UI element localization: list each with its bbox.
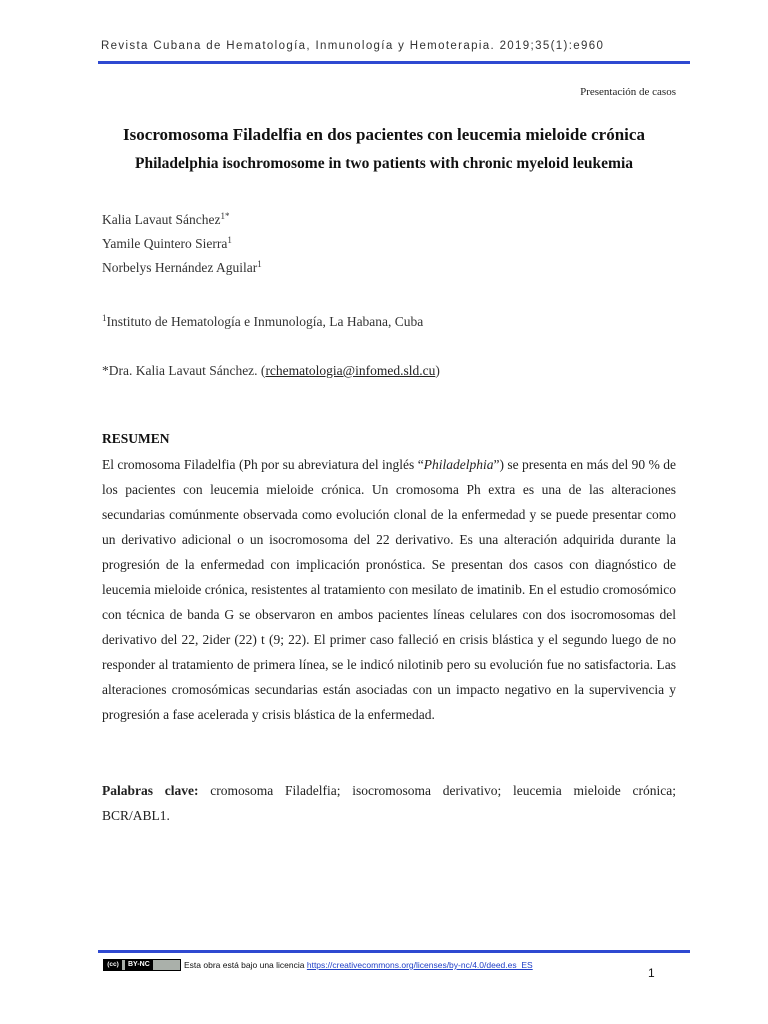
license-link[interactable]: https://creativecommons.org/licenses/by-nc/4.0/deed.es_ES xyxy=(306,960,533,970)
correspondence xyxy=(102,359,440,383)
abstract-paragraph xyxy=(102,452,676,727)
license-text xyxy=(184,960,533,970)
author-item xyxy=(102,256,262,280)
author-name: Yamile Quintero Sierra xyxy=(102,236,228,251)
journal-header: Revista Cubana de Hematología, Inmunología y Hemoterapia. 2019;35(1):e960 xyxy=(101,40,605,52)
affiliation-mark: 1 xyxy=(102,313,107,323)
correspondence-prefix: *Dra. Kalia Lavaut Sánchez. ( xyxy=(102,363,266,378)
cc-logo-icon: (cc) xyxy=(104,960,122,970)
keywords-text: cromosoma Filadelfia; isocromosoma derivativo; leucemia mieloide crónica; BCR/ABL1. xyxy=(102,783,676,823)
abstract-heading: RESUMEN xyxy=(102,431,170,446)
email-link[interactable]: rchematologia@infomed.sld.cu xyxy=(265,363,436,378)
title-spanish: Isocromosoma Filadelfia en dos pacientes con leucemia mieloide crónica xyxy=(123,125,645,144)
license-prefix: Esta obra está bajo una licencia xyxy=(184,960,307,970)
affiliation xyxy=(102,310,423,334)
author-list xyxy=(102,208,262,280)
license-notice xyxy=(103,958,533,972)
cc-license-badge[interactable] xyxy=(103,959,181,971)
abstract-text-start: El cromosoma Filadelfia (Ph por su abreviatura del inglés “ xyxy=(102,457,424,472)
author-item xyxy=(102,232,262,256)
affiliation-text: Instituto de Hematología e Inmunología, La Habana, Cuba xyxy=(106,314,424,329)
author-mark: 1 xyxy=(257,259,262,269)
author-name: Kalia Lavaut Sánchez xyxy=(102,212,221,227)
abstract-italic-term: Philadelphia xyxy=(423,457,494,472)
keywords-label: Palabras clave: xyxy=(102,783,199,798)
footer-divider xyxy=(98,950,690,953)
cc-badge-label: BY-NC xyxy=(125,960,153,970)
abstract-body xyxy=(102,452,676,727)
author-name: Norbelys Hernández Aguilar xyxy=(102,260,258,275)
correspondence-suffix: ) xyxy=(435,363,440,378)
keywords xyxy=(102,778,676,828)
section-label: Presentación de casos xyxy=(580,86,676,98)
author-mark: 1* xyxy=(220,211,230,221)
header-divider xyxy=(98,61,690,64)
abstract-text-rest: ”) se presenta en más del 90 % de los pacientes con leucemia mieloide crónica. Un cromosoma Ph extra es una de las alteraciones secundarias comúnmente observada como evolución clonal de la enfermedad y se puede presentar como un derivativo adicional o un isocromosoma del 22 derivativo. Es una alteración adquirida durante la progresión de la enfermedad con implicación pronóstica. Se presentan dos casos con diagnóstico de leucemia mieloide crónica, resistentes al tratamiento con mesilato de imatinib. En el estudio cromosómico con técnica de banda G se observaron en ambos pacientes líneas celulares con dos isocromosomas del derivativo del 22, 2ider (22) t (9; 22). El primer caso falleció en crisis blástica y el segundo luego de no responder al tratamiento de primera línea, se le indicó nilotinib pero su evolución fue no satisfactoria. Las alteraciones cromosómicas secundarias están asociadas con un impacto negativo en la supervivencia y progresión a fase acelerada y crisis blástica de la enfermedad. xyxy=(102,457,676,722)
author-mark: 1 xyxy=(227,235,232,245)
author-item xyxy=(102,208,262,232)
title-english: Philadelphia isochromosome in two patients with chronic myeloid leukemia xyxy=(134,155,634,172)
page-number: 1 xyxy=(648,966,655,980)
